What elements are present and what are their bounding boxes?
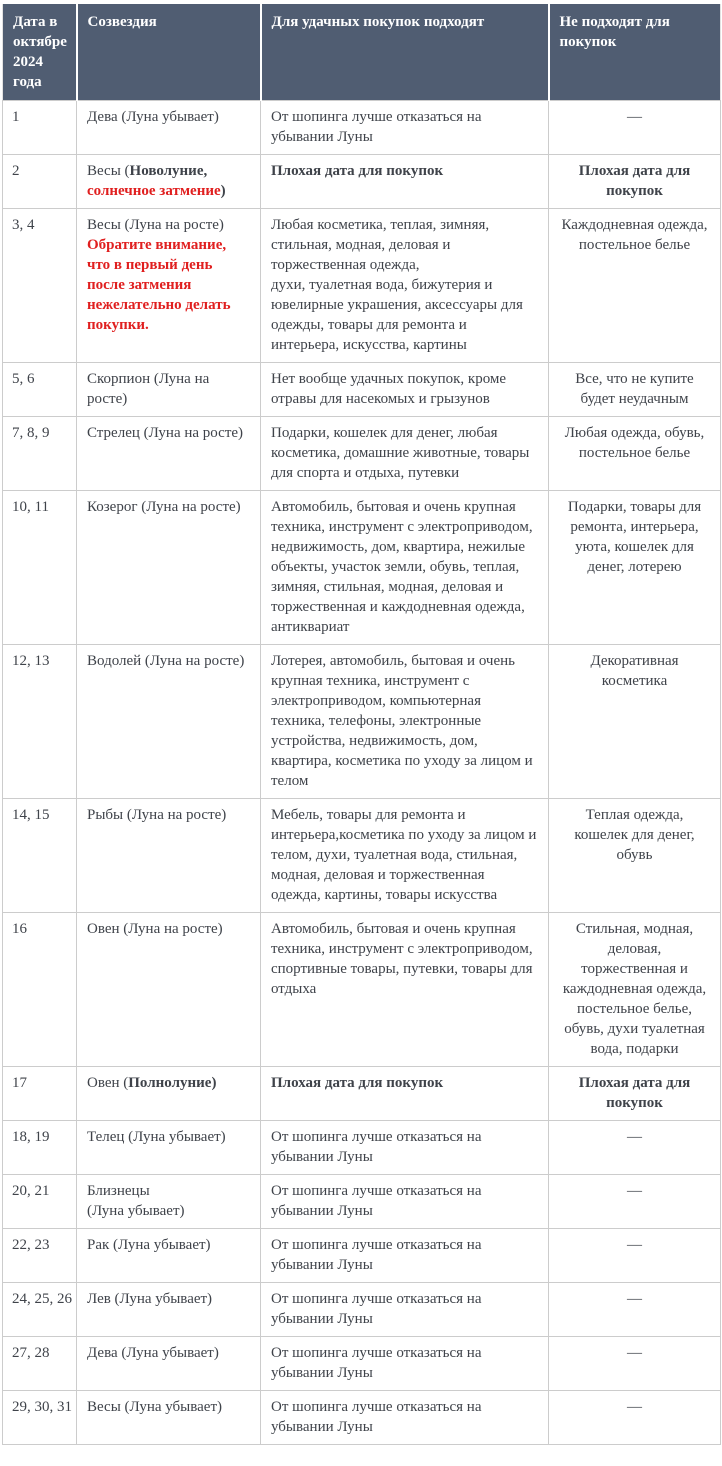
good-purchases-cell [261, 1121, 549, 1175]
date-cell: 1 [3, 101, 77, 155]
date-cell: 2 [3, 155, 77, 209]
good-purchases-cell [261, 155, 549, 209]
text-segment: Близнецы [87, 1183, 150, 1199]
bad-purchases-cell [549, 417, 721, 491]
constellation-cell [77, 1067, 261, 1121]
text-segment: Весы (Луна на росте) [87, 217, 224, 233]
constellation-cell [77, 1337, 261, 1391]
good-purchases-cell [261, 1337, 549, 1391]
text-segment: ) [211, 1075, 217, 1091]
text-segment: Обратите внимание, что в первый день после затмения нежелательно делать покупки. [87, 237, 231, 333]
header-date: Дата в октябре 2024 года [3, 3, 77, 101]
text-segment: Скорпион (Луна на росте) [87, 371, 210, 407]
header-row [3, 3, 721, 101]
table-row [3, 491, 721, 645]
text-segment: Козерог (Луна на росте) [87, 499, 241, 515]
text-segment: Рыбы (Луна на росте) [87, 807, 227, 823]
constellation-cell [77, 101, 261, 155]
bad-purchases-cell [549, 1067, 721, 1121]
constellation-cell [77, 1229, 261, 1283]
good-purchases-cell [261, 209, 549, 363]
good-purchases-cell [261, 417, 549, 491]
table-row [3, 101, 721, 155]
date-cell: 29, 30, 31 [3, 1391, 77, 1445]
table-row [3, 417, 721, 491]
good-purchases-cell [261, 645, 549, 799]
good-purchases-cell [261, 491, 549, 645]
bad-purchases-cell [549, 209, 721, 363]
header-constellation: Созвездия [77, 3, 261, 101]
text-segment: Телец (Луна убывает) [87, 1129, 226, 1145]
text-segment: Весы (Луна убывает) [87, 1399, 223, 1415]
text-segment: спортивные товары, путевки, товары для отдыха [271, 961, 533, 997]
date-cell: 10, 11 [3, 491, 77, 645]
table-row [3, 209, 721, 363]
lunar-shopping-table [2, 2, 721, 1445]
table-row [3, 1337, 721, 1391]
table-row [3, 1121, 721, 1175]
text-segment: ) [220, 183, 226, 199]
table-header [3, 3, 721, 101]
bad-purchases-cell [549, 1121, 721, 1175]
date-cell: 5, 6 [3, 363, 77, 417]
date-cell: 24, 25, 26 [3, 1283, 77, 1337]
good-purchases-cell [261, 799, 549, 913]
header-bad-purchases: Не подходят для покупок [549, 3, 721, 101]
bad-purchases-cell [549, 1283, 721, 1337]
table-row [3, 155, 721, 209]
text-segment: Любая косметика, теплая, зимняя, стильная, модная, деловая и торжественная одежда, [271, 217, 490, 273]
table-row [3, 1067, 721, 1121]
text-segment: Дева (Луна убывает) [87, 1345, 219, 1361]
table-row [3, 645, 721, 799]
constellation-cell [77, 1121, 261, 1175]
constellation-cell [77, 913, 261, 1067]
constellation-cell [77, 1391, 261, 1445]
date-cell: 17 [3, 1067, 77, 1121]
text-segment: Рак (Луна убывает) [87, 1237, 211, 1253]
constellation-cell [77, 645, 261, 799]
good-purchases-cell [261, 1175, 549, 1229]
text-segment: От шопинга лучше отказаться на убывании Луны [271, 109, 482, 145]
text-segment: Овен ( [87, 1075, 129, 1091]
header-good-purchases: Для удачных покупок подходят [261, 3, 549, 101]
text-segment: Стрелец (Луна на росте) [87, 425, 244, 441]
bad-purchases-cell [549, 1391, 721, 1445]
text-segment: Декоративная косметика [590, 653, 679, 689]
text-segment: Плохая дата для покупок [271, 163, 444, 179]
table-row [3, 1229, 721, 1283]
constellation-cell [77, 417, 261, 491]
table-body [3, 101, 721, 1445]
table-row [3, 1391, 721, 1445]
constellation-cell [77, 363, 261, 417]
text-segment: Новолуние, [129, 163, 208, 179]
bad-purchases-cell [549, 1175, 721, 1229]
text-segment: Водолей (Луна на росте) [87, 653, 245, 669]
constellation-cell [77, 1175, 261, 1229]
date-cell: 7, 8, 9 [3, 417, 77, 491]
bad-purchases-cell [549, 1337, 721, 1391]
bad-purchases-cell [549, 363, 721, 417]
text-segment: духи, туалетная вода, бижутерия и ювелирные украшения, аксессуары для одежды, товары для ремонта и интерьера, искусства, картины [271, 277, 523, 353]
good-purchases-cell [261, 913, 549, 1067]
bad-purchases-cell [549, 645, 721, 799]
text-segment: От шопинга лучше отказаться на убывании Луны [271, 1237, 482, 1273]
date-cell: 20, 21 [3, 1175, 77, 1229]
table-row [3, 913, 721, 1067]
text-segment: Подарки, товары для ремонта, интерьера, уюта, кошелек для денег, лотерею [567, 499, 702, 575]
good-purchases-cell [261, 1067, 549, 1121]
text-segment: — [627, 1291, 642, 1307]
text-segment: Мебель, товары для ремонта и интерьера,косметика по уходу за лицом и телом, духи, туалетная вода, стильная, модная, деловая и торжественная одежда, картины, товары искусства [271, 807, 537, 903]
text-segment: От шопинга лучше отказаться на убывании Луны [271, 1399, 482, 1435]
text-segment: От шопинга лучше отказаться на убывании Луны [271, 1183, 482, 1219]
text-segment: Теплая одежда, кошелек для денег, обувь [574, 807, 695, 863]
text-segment: — [627, 1129, 642, 1145]
text-segment: (Луна убывает) [87, 1203, 185, 1219]
bad-purchases-cell [549, 155, 721, 209]
text-segment: Лотерея, автомобиль, бытовая и очень крупная техника, инструмент с электроприводом, компьютерная техника, телефоны, электронные устройства, недвижимость, дом, квартира, косметика по уходу за лицом и телом [271, 653, 533, 789]
date-cell: 12, 13 [3, 645, 77, 799]
text-segment: солнечное затмение [87, 183, 221, 199]
good-purchases-cell [261, 1391, 549, 1445]
good-purchases-cell [261, 1229, 549, 1283]
text-segment: От шопинга лучше отказаться на убывании Луны [271, 1291, 482, 1327]
constellation-cell [77, 491, 261, 645]
text-segment: — [627, 1345, 642, 1361]
constellation-cell [77, 1283, 261, 1337]
table-row [3, 1175, 721, 1229]
bad-purchases-cell [549, 799, 721, 913]
bad-purchases-cell [549, 1229, 721, 1283]
text-segment: Нет вообще удачных покупок, кроме отравы для насекомых и грызунов [271, 371, 507, 407]
text-segment: Лев (Луна убывает) [87, 1291, 213, 1307]
date-cell: 27, 28 [3, 1337, 77, 1391]
text-segment: Все, что не купите будет неудачным [575, 371, 694, 407]
text-segment: — [627, 1237, 642, 1253]
text-segment: Подарки, кошелек для денег, любая косметика, домашние животные, товары для спорта и отдыха, путевки [271, 425, 530, 481]
text-segment: Стильная, модная, деловая, торжественная и каждодневная одежда, постельное белье, обувь, духи туалетная вода, подарки [562, 921, 707, 1057]
constellation-cell [77, 209, 261, 363]
bad-purchases-cell [549, 913, 721, 1067]
bad-purchases-cell [549, 491, 721, 645]
date-cell: 16 [3, 913, 77, 1067]
text-segment: Плохая дата для покупок [578, 163, 691, 199]
text-segment: Дева (Луна убывает) [87, 109, 219, 125]
text-segment: Любая одежда, обувь, постельное белье [564, 425, 705, 461]
good-purchases-cell [261, 363, 549, 417]
date-cell: 22, 23 [3, 1229, 77, 1283]
text-segment: Весы ( [87, 163, 130, 179]
date-cell: 18, 19 [3, 1121, 77, 1175]
text-segment: Полнолуние [128, 1075, 212, 1091]
text-segment: От шопинга лучше отказаться на убывании Луны [271, 1345, 482, 1381]
text-segment: — [627, 1399, 642, 1415]
text-segment: Плохая дата для покупок [271, 1075, 444, 1091]
good-purchases-cell [261, 101, 549, 155]
text-segment: Овен (Луна на росте) [87, 921, 223, 937]
text-segment: Автомобиль, бытовая и очень крупная техника, инструмент с электроприводом, недвижимость, дом, квартира, нежилые объекты, участок земли, обувь, теплая, зимняя, стильная, модная, деловая и торжественная и каждодневная одежда, антиквариат [271, 499, 533, 635]
table-row [3, 799, 721, 913]
text-segment: — [627, 109, 642, 125]
text-segment: — [627, 1183, 642, 1199]
table-row [3, 1283, 721, 1337]
text-segment: Плохая дата для покупок [578, 1075, 691, 1111]
good-purchases-cell [261, 1283, 549, 1337]
date-cell: 14, 15 [3, 799, 77, 913]
date-cell: 3, 4 [3, 209, 77, 363]
bad-purchases-cell [549, 101, 721, 155]
constellation-cell [77, 155, 261, 209]
constellation-cell [77, 799, 261, 913]
text-segment: От шопинга лучше отказаться на убывании Луны [271, 1129, 482, 1165]
table-row [3, 363, 721, 417]
text-segment: Автомобиль, бытовая и очень крупная техника, инструмент с электроприводом, [271, 921, 533, 957]
text-segment: Каждодневная одежда, постельное белье [561, 217, 708, 253]
